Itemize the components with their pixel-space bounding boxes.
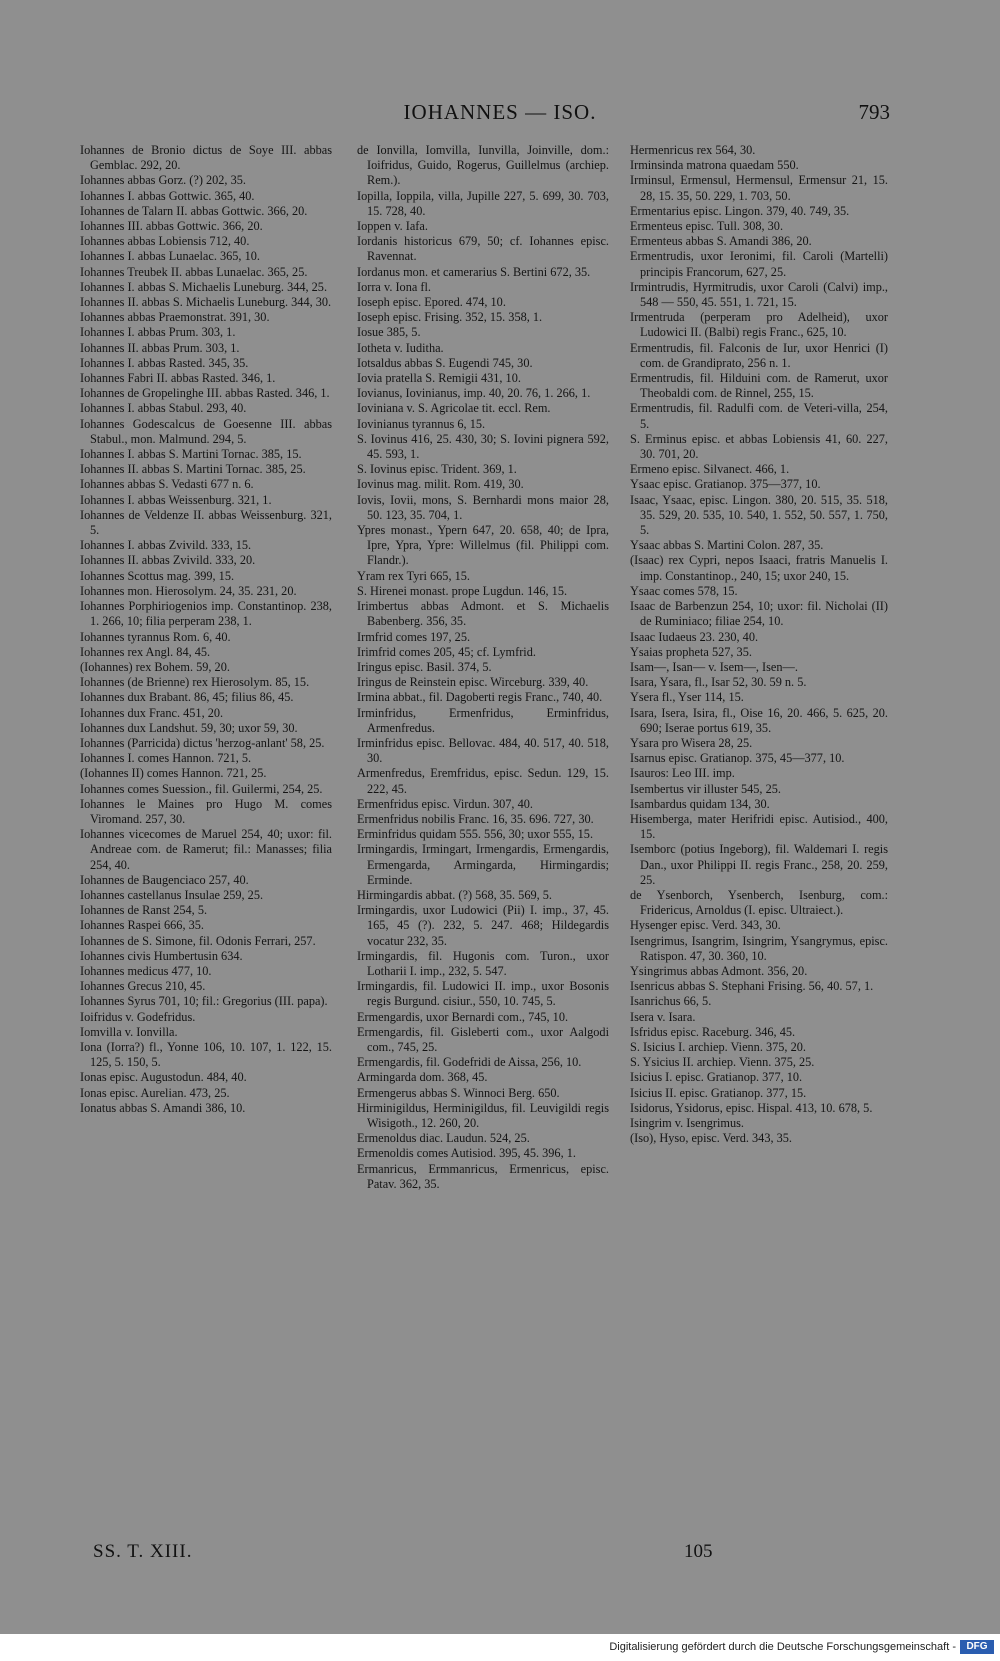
index-entry: Iohannes Syrus 701, 10; fil.: Gregorius (III. papa). [80,994,328,1009]
index-entry: Iorra v. Iona fl. [357,279,431,294]
index-entry: Iohannes I. abbas S. Martini Tornac. 385, 15. [80,447,302,462]
index-entry: Iohannes I. abbas S. Michaelis Luneburg. 344, 25. [80,279,328,294]
index-entry: Isicius I. episc. Gratianop. 377, 10. [630,1070,803,1085]
index-entry: Isambardus quidam 134, 30. [630,796,770,811]
index-entry: Ysaias propheta 527, 35. [630,644,752,659]
index-entry: Isfridus episc. Raceburg. 346, 45. [630,1024,796,1039]
index-entry: Iohannes de Baugenciaco 257, 40. [80,872,249,887]
index-entry: Ermanricus, Ermmanricus, Ermenricus, episc. Patav. 362, 35. [357,1161,609,1191]
index-entry: Iohannes de Bronio dictus de Soye III. abbas Gemblac. 292, 20. [80,143,332,173]
index-entry: Irimbertus abbas Admont. et S. Michaelis Babenberg. 356, 35. [357,599,609,629]
index-entry: Irmina abbat., fil. Dagoberti regis Franc., 740, 40. [357,690,603,705]
index-entry: Ermentrudis, fil. Falconis de Iur, uxor Henrici (I) com. de Grandiprato, 256 n. 1. [630,340,888,370]
index-entry: Iovinianus tyrannus 6, 15. [357,416,486,431]
running-head: IOHANNES — ISO. [403,100,597,124]
index-entry: Isingrim v. Isengrimus. [630,1116,744,1130]
index-entry: Isara, Ysara, fl., Isar 52, 30. 59 n. 5. [630,675,807,690]
index-entry: Isam—, Isan— v. Isem—, Isen—. [630,659,798,674]
index-entry: Iohannes Treubek II. abbas Lunaelac. 365, 25. [80,264,308,279]
index-entry: Irminfridus episc. Bellovac. 484, 40. 517, 40. 518, 30. [357,735,609,766]
index-entry: Iohannes Raspei 666, 35. [80,918,204,933]
index-entry: Isauros: Leo III. imp. [630,766,735,781]
index-entry: Iopilla, Ioppila, villa, Jupille 227, 5. 699, 30. 703, 15. 728, 40. [357,188,609,218]
sheet-number: 105 [684,1541,713,1562]
index-entry: Ysera fl., Yser 114, 15. [630,690,744,705]
index-entry: S. Hirenei monast. prope Lugdun. 146, 15. [357,583,568,598]
index-entry: (Iohannes II) comes Hannon. 721, 25. [80,766,267,781]
index-entry: Iohannes tyrannus Rom. 6, 40. [80,629,231,644]
credit-text: Digitalisierung gefördert durch die Deutsche Forschungsgemeinschaft - [609,1641,956,1653]
index-entry: S. Isicius I. archiep. Vienn. 375, 20. [630,1039,806,1054]
index-entry: Ysaac comes 578, 15. [630,583,738,598]
index-entry: Isanrichus 66, 5. [630,994,712,1009]
index-entry: Iringus episc. Basil. 374, 5. [357,659,492,674]
volume-signature: SS. T. XIII. [93,1541,193,1562]
index-entry: Ysingrimus abbas Admont. 356, 20. [630,963,808,978]
index-entry: Ysara pro Wisera 28, 25. [630,735,753,750]
index-entry: Irimfrid comes 205, 45; cf. Lymfrid. [357,644,536,659]
index-entry: Iohannes II. abbas Prum. 303, 1. [80,340,240,355]
index-entry: Iohannes de Talarn II. abbas Gottwic. 366, 20. [80,203,308,218]
index-entry: Iohannes dux Landshut. 59, 30; uxor 59, 30. [80,720,298,735]
index-entry: Irmingardis, fil. Ludowici II. imp., uxor Bosonis regis Burgund. cisiur., 550, 10. 745, 5. [357,979,609,1009]
index-entry: Iohannes mon. Hierosolym. 24, 35. 231, 20. [80,583,297,598]
index-entry: Iohannes Porphiriogenios imp. Constantinop. 238, 1. 266, 10; filia perperam 238, 1. [80,599,332,629]
index-entry: Iohannes I. abbas Zvivild. 333, 15. [80,538,252,553]
index-entry: Iordanis historicus 679, 50; cf. Iohannes episc. Ravennat. [357,234,609,264]
index-entry: Iohannes II. abbas S. Michaelis Luneburg. 344, 30. [80,295,332,310]
index-entry: Iohannes Scottus mag. 399, 15. [80,568,235,583]
index-entry: Ermeno episc. Silvanect. 466, 1. [630,462,790,477]
index-entry: Iohannes castellanus Insulae 259, 25. [80,887,264,902]
index-entry: Ermenteus episc. Tull. 308, 30. [630,219,784,234]
index-entry: Iohannes abbas Praemonstrat. 391, 30. [80,310,270,325]
index-entry: Iona (Iorra?) fl., Yonne 106, 10. 107, 1. 122, 15. 125, 5. 150, 5. [80,1039,332,1070]
index-entry: Ermenfridus episc. Virdun. 307, 40. [357,796,533,811]
index-entry: Isemborc (potius Ingeborg), fil. Waldemari I. regis Dan., uxor Philippi II. regis Franc., 258, 20. 259, 25. [630,842,888,887]
credit-bar [0,1634,1000,1661]
index-entry: (Isaac) rex Cypri, nepos Isaaci, fratris Manuelis I. imp. Constantinop., 240, 15; uxor 240, 15. [630,553,888,583]
index-entry: Iohannes abbas Lobiensis 712, 40. [80,234,250,249]
index-entry: Iohannes de S. Simone, fil. Odonis Ferrari, 257. [80,933,316,948]
index-entry: Erminfridus quidam 555. 556, 30; uxor 555, 15. [357,827,594,842]
index-entry: (Iohannes) rex Bohem. 59, 20. [80,659,230,674]
index-entry: Iohannes abbas S. Vedasti 677 n. 6. [80,477,254,492]
index-entry: Iohannes dux Brabant. 86, 45; filius 86, 45. [80,690,294,705]
index-entry: Ermentrudis, uxor Ieronimi, fil. Caroli (Martelli) principis Francorum, 627, 25. [630,249,888,279]
index-entry: Isidorus, Ysidorus, episc. Hispal. 413, 10. 678, 5. [630,1100,873,1115]
index-entry: Iohannes I. abbas Prum. 303, 1. [80,325,236,340]
index-entry: Iohannes de Gropelinghe III. abbas Rasted. 346, 1. [80,386,330,401]
index-entry: Hisemberga, mater Herifridi episc. Autisiod., 400, 15. [630,811,888,842]
index-entry: S. Iovinus 416, 25. 430, 30; S. Iovini pignera 592, 45. 593, 1. [357,431,609,462]
index-entry: Iohannes comes Suession., fil. Guilermi, 254, 25. [80,781,323,796]
index-column-3 [630,143,888,1146]
index-entry: Iohannes de Veldenze II. abbas Weissenburg. 321, 5. [80,507,332,538]
index-entry: Ioppen v. Iafa. [357,219,428,234]
index-entry: Isenricus abbas S. Stephani Frising. 56, 40. 57, 1. [630,979,874,994]
index-entry: de Ysenborch, Ysenberch, Isenburg, com.: Fridericus, Arnoldus (I. episc. Ultraiect.). [630,887,888,918]
index-entry: Irmintrudis, Hyrmitrudis, uxor Caroli (Calvi) imp., 548 — 550, 45. 551, 1. 721, 15. [630,279,888,310]
index-entry: Ermentrudis, fil. Hilduini com. de Ramerut, uxor Theobaldi com. de Rinnel, 255, 15. [630,371,888,401]
index-entry: Hermenricus rex 564, 30. [630,143,756,157]
index-entry: Iohannes I. abbas Rasted. 345, 35. [80,355,249,370]
index-entry: Ionatus abbas S. Amandi 386, 10. [80,1100,246,1115]
index-entry: Ermenoldis comes Autisiod. 395, 45. 396, 1. [357,1146,576,1161]
index-entry: Isera v. Isara. [630,1009,696,1024]
index-entry: Iomvilla v. Ionvilla. [80,1024,178,1039]
index-entry: Armenfredus, Eremfridus, episc. Sedun. 129, 15. 222, 45. [357,766,609,796]
index-entry: Iohannes Fabri II. abbas Rasted. 346, 1. [80,371,276,386]
index-entry: Iohannes II. abbas Zvivild. 333, 20. [80,553,256,568]
index-entry: Iohannes I. abbas Stabul. 293, 40. [80,401,247,416]
index-entry: Iotsaldus abbas S. Eugendi 745, 30. [357,355,533,370]
index-entry: Ermengardis, fil. Gisleberti com., uxor Aalgodi com., 745, 25. [357,1024,609,1054]
dfg-logo-icon: DFG [960,1640,994,1654]
index-entry: S. Ysicius II. archiep. Vienn. 375, 25. [630,1055,815,1070]
index-entry: Iohannes (de Brienne) rex Hierosolym. 85, 15. [80,675,310,690]
index-entry: Ioifridus v. Godefridus. [80,1009,196,1024]
index-entry: Ermentarius episc. Lingon. 379, 40. 749, 35. [630,203,850,218]
index-entry: (Iso), Hyso, episc. Verd. 343, 35. [630,1131,793,1146]
index-entry: Iovianus, Iovinianus, imp. 40, 20. 76, 1. 266, 1. [357,386,591,401]
index-entry: Iohannes le Maines pro Hugo M. comes Viromand. 257, 30. [80,796,332,826]
index-entry: Isarnus episc. Gratianop. 375, 45—377, 10. [630,751,845,766]
index-entry: S. Iovinus episc. Trident. 369, 1. [357,462,517,477]
index-entry: Ermengardis, uxor Bernardi com., 745, 10. [357,1009,569,1024]
index-entry: de Ionvilla, Iomvilla, Iunvilla, Joinville, dom.: Ioifridus, Guido, Rogerus, Guillelmus (archiep. Rem.). [357,143,609,188]
index-entry: Isaac de Barbenzun 254, 10; uxor: fil. Nicholai (II) de Ruminiaco; filiae 254, 10. [630,599,888,629]
index-entry: Iovia pratella S. Remigii 431, 10. [357,371,521,386]
index-entry: Irminsul, Ermensul, Hermensul, Ermensur 21, 15. 28, 15. 35, 50. 229, 1. 703, 50. [630,173,888,203]
index-entry: Ioseph episc. Frising. 352, 15. 358, 1. [357,310,543,325]
index-entry: Irmingardis, fil. Hugonis com. Turon., uxor Lotharii I. imp., 232, 5. 547. [357,948,609,978]
index-entry: Irmingardis, uxor Ludowici (Pii) I. imp., 37, 45. 165, 45 (?). 232, 5. 247. 468; Hildegardis vocatur 232, 35. [357,903,609,948]
index-entry: Ermenteus abbas S. Amandi 386, 20. [630,234,812,249]
index-entry: Isara, Isera, Isira, fl., Oise 16, 20. 466, 5. 625, 20. 690; Iserae portus 619, 35. [630,705,888,735]
index-entry: Armingarda dom. 368, 45. [357,1070,488,1085]
index-entry: Iotheta v. Iuditha. [357,340,444,355]
index-entry: Ioviniana v. S. Agricolae tit. eccl. Rem. [357,401,551,416]
index-entry: Iohannes I. abbas Lunaelac. 365, 10. [80,249,260,264]
index-entry: Iohannes I. abbas Weissenburg. 321, 1. [80,492,272,507]
index-entry: Ypres monast., Ypern 647, 20. 658, 40; de Ipra, Ipre, Ypra, Ypre: Willelmus (fil. Philippi com. Flandr.). [357,523,609,568]
index-entry: Isembertus vir illuster 545, 25. [630,781,781,796]
index-entry: Iohannes de Ranst 254, 5. [80,903,208,918]
index-entry: Iohannes abbas Gorz. (?) 202, 35. [80,173,246,188]
index-entry: Isaac, Ysaac, episc. Lingon. 380, 20. 515, 35. 518, 35. 529, 20. 535, 10. 540, 1. 552, 50. 557, 1. 750, 5. [630,492,888,538]
index-entry: Iohannes Godescalcus de Goesenne III. abbas Stabul., mon. Malmund. 294, 5. [80,416,332,446]
index-entry: Hirmingardis abbat. (?) 568, 35. 569, 5. [357,887,553,902]
index-entry: Iovinus mag. milit. Rom. 419, 30. [357,477,524,492]
index-entry: Iohannes (Parricida) dictus 'herzog-anlant' 58, 25. [80,735,325,750]
index-entry: Irmentruda (perperam pro Adelheid), uxor Ludowici II. (Balbi) regis Franc., 625, 10. [630,310,888,340]
index-entry: Iohannes rex Angl. 84, 45. [80,644,211,659]
index-entry: Ermengerus abbas S. Winnoci Berg. 650. [357,1085,560,1100]
index-entry: Irmfrid comes 197, 25. [357,629,471,644]
index-entry: Iohannes II. abbas S. Martini Tornac. 385, 25. [80,462,306,477]
index-entry: Iohannes dux Franc. 451, 20. [80,705,224,720]
index-entry: Ysaac episc. Gratianop. 375—377, 10. [630,477,821,492]
index-entry: Ionas episc. Augustodun. 484, 40. [80,1070,247,1085]
index-entry: S. Erminus episc. et abbas Lobiensis 41, 60. 227, 30. 701, 20. [630,431,888,462]
index-entry: Isaac Iudaeus 23. 230, 40. [630,629,759,644]
index-entry: Iohannes vicecomes de Maruel 254, 40; uxor: fil. Andreae com. de Ramerut; fil.: Manasses; filia 254, 40. [80,827,332,872]
index-entry: Iohannes Grecus 210, 45. [80,979,206,994]
index-entry: Ermengardis, fil. Godefridi de Aissa, 256, 10. [357,1055,582,1070]
index-column-2 [357,143,609,1192]
index-entry: Iohannes I. comes Hannon. 721, 5. [80,751,252,766]
index-column-1 [80,143,332,1116]
index-entry: Ionas episc. Aurelian. 473, 25. [80,1085,230,1100]
index-entry: Isengrimus, Isangrim, Isingrim, Ysangrymus, episc. Ratispon. 47, 30. 360, 10. [630,933,888,963]
index-entry: Iohannes I. abbas Gottwic. 365, 40. [80,188,255,203]
index-entry: Ioseph episc. Epored. 474, 10. [357,295,506,310]
index-entry: Ermenoldus diac. Laudun. 524, 25. [357,1131,530,1146]
index-entry: Iohannes civis Humbertusin 634. [80,948,243,963]
index-entry: Iohannes III. abbas Gottwic. 366, 20. [80,219,263,234]
index-entry: Ermenfridus nobilis Franc. 16, 35. 696. 727, 30. [357,811,594,826]
index-entry: Irminfridus, Ermenfridus, Erminfridus, Armenfredus. [357,705,609,735]
index-entry: Iordanus mon. et camerarius S. Bertini 672, 35. [357,264,591,279]
index-entry: Ysaac abbas S. Martini Colon. 287, 35. [630,538,824,553]
index-entry: Irminsinda matrona quaedam 550. [630,158,799,173]
index-entry: Iovis, Iovii, mons, S. Bernhardi mons maior 28, 50. 123, 35. 704, 1. [357,492,609,522]
index-entry: Isicius II. episc. Gratianop. 377, 15. [630,1085,807,1100]
index-entry: Yram rex Tyri 665, 15. [357,568,470,583]
page-number: 793 [858,100,890,124]
index-entry: Iosue 385, 5. [357,325,421,340]
index-entry: Iohannes medicus 477, 10. [80,963,212,978]
index-entry: Ermentrudis, fil. Radulfi com. de Veteri-villa, 254, 5. [630,401,888,431]
index-entry: Hysenger episc. Verd. 343, 30. [630,918,781,933]
index-entry: Hirminigildus, Herminigildus, fil. Leuvigildi regis Wisigoth., 12. 260, 20. [357,1100,609,1130]
index-entry: Irmingardis, Irmingart, Irmengardis, Ermengardis, Ermengarda, Armingarda, Hirmingardis; Erminde. [357,842,609,887]
index-entry: Iringus de Reinstein episc. Wirceburg. 339, 40. [357,675,589,690]
